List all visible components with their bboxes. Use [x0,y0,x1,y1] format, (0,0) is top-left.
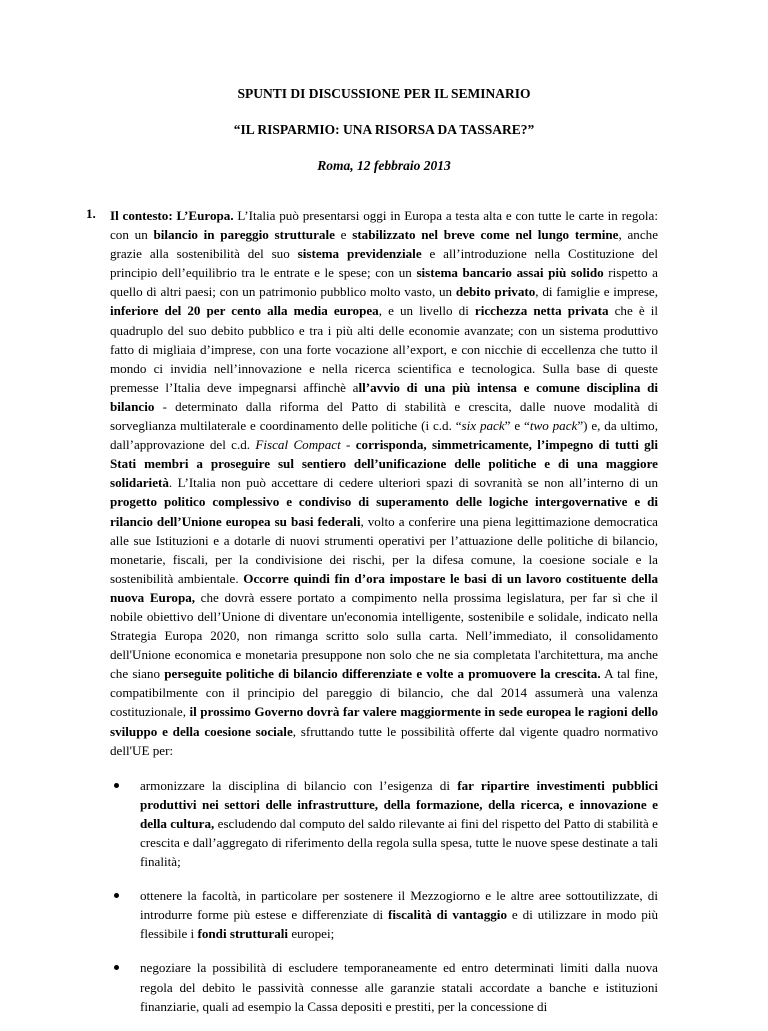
text-run: il prossimo Governo dovrà far valere maggiormente in sede europea le ragioni dello sviluppo e della coesione sociale [110,704,658,739]
text-run: , anche grazie alla sostenibilità del suo [110,227,659,262]
text-run: che è il quadruplo del suo debito pubblico e tra i più alti delle economie avanzate; con un sistema produttivo fatto di migliaia d’imprese, con una forte vocazione all’export, e con nicchie di eccellenza che tutto il mondo ci invidia nell’innovazione e nella ricerca scientifica e tecnologica. Sulla base di queste premesse l’Italia deve impegnarsi affinchè a [110,303,658,395]
text-run: ”) e, da ultimo, dall’approvazione del c.d. [110,418,658,453]
text-run: Occorre quindi fin d’ora impostare le basi di un lavoro costituente della nuova Europa, [110,570,659,605]
text-run: far ripartire investimenti pubblici produttivi nei settori delle infrastrutture, della formazione, della ricerca, e innovazione e della cultura, [140,777,658,831]
text-run: Il contesto [110,208,169,223]
text-run: debito privato [455,284,536,300]
text-run: , volto a conferire una piena legittimazione democratica alle sue Istituzioni e a dotarle di nuovi strumenti operativi per l’attuazione delle politiche di bilancio, monetarie, fiscali, per la condivisione dei rischi, per la difesa comune, la coesione sociale e la sostenibilità ambientale. [110,513,658,586]
text-run: armonizzare la disciplina di bilancio con l’esigenza di [140,777,458,793]
text-run: negoziare la possibilità di escludere temporaneamente ed entro determinati limiti dalla nuova regola del debito le passività connesse alle garanzie statali accordate a banche e istituzioni finanziarie, quali ad esempio la Cassa depositi e prestiti, per la concessione di [140,960,658,1014]
text-run: , e un livello di [378,303,475,319]
text-run: e di utilizzare in modo più flessibile i [140,907,659,942]
text-run: stabilizzato nel breve come nel lungo termine [352,227,619,243]
section-paragraph [110,206,658,760]
text-run: bilancio in pareggio strutturale [153,227,335,243]
bullet-icon [114,965,119,970]
document-subtitle: “IL RISPARMIO: UNA RISORSA DA TASSARE?” [233,122,535,137]
text-run: fondi strutturali [197,926,289,942]
bullet-item [110,958,658,1015]
text-run: ll’avvio di una più intensa e comune disciplina di bilancio [110,379,658,414]
bullet-icon [114,783,119,788]
text-run: inferiore del 20 per cento alla media europea [110,303,379,319]
text-run: rispetto a quello di altri paesi; con un patrimonio pubblico molto vasto, un [110,265,658,300]
text-run: sistema bancario assai più solido [416,265,604,281]
bullet-item [110,776,658,871]
text-run: , di famiglie e imprese, [535,284,658,300]
text-run: two pack [529,418,578,434]
document-title: SPUNTI DI DISCUSSIONE PER IL SEMINARIO [237,86,531,101]
section-number: 1. [86,206,96,221]
bullet-list [110,776,658,1016]
text-run: . L’Italia non può accettare di cedere ulteriori spazi di sovranità se non all’interno di un [168,475,658,491]
text-run: - [340,437,356,453]
text-run: A tal fine, compatibilmente con il principio del pareggio di bilancio, che dal 2014 assumerà una valenza costituzionale, [110,666,658,720]
text-run: perseguite politiche di bilancio differenziate e volte a promuovere la crescita. [164,666,601,682]
text-run: escludendo dal computo del saldo rilevante ai fini del rispetto del Patto di stabilità e crescita e dall’aggregato di riferimento della regola sulla spesa, tutte le nuove spese destinate a tali finalità; [140,815,658,870]
text-run: ricchezza netta privata [474,303,609,319]
document-date: Roma, 12 febbraio 2013 [317,158,451,173]
bullet-icon [114,893,119,898]
text-run: ottenere la facoltà, in particolare per sostenere il Mezzogiorno e le altre aree sottoutilizzate, di introdurre forme più estese e differenziate di [140,888,658,923]
text-run: sistema previdenziale [297,246,422,262]
text-run: e [334,227,353,243]
text-run: Fiscal Compact [255,437,341,453]
text-run: : [168,208,177,223]
section-body [110,206,658,1031]
text-run: progetto politico complessivo e condiviso di superamento delle logiche intergovernative e di rilancio dell’Unione europea su basi federali [110,494,658,529]
bullet-item [110,886,658,943]
text-run: ” e “ [504,418,530,434]
text-run: L’Italia può presentarsi oggi in Europa a testa alta e con tutte le carte in regola: con un [110,208,658,243]
text-run: L’Europa. [176,208,234,223]
text-run: europei; [288,926,335,942]
text-run: che dovrà essere portato a compimento nella prossima legislatura, per far sì che il nobile obiettivo dell’Unione di diventare un'economia intelligente, sostenibile e solidale, indicato nella Strategia Europa 2020, non rimanga scritto solo sulla carta. Nell’immediato, il consolidamento dell'Unione economica e monetaria presuppone non solo che ne sia completata l'architettura, ma anche che siano [110,589,658,682]
text-run: e all’introduzione nella Costituzione del principio dell’equilibrio tra le entrate e le spese; con un [110,246,658,281]
text-run: - determinato dalla riforma del Patto di stabilità e crescita, dalle nuove modalità di sorveglianza multilaterale e coordinamento delle politiche (i c.d. “ [110,398,658,434]
text-run: corrisponda, simmetricamente, l’impegno di tutti gli Stati membri a proseguire sul sentiero dell’unificazione delle politiche e di una maggiore solidarietà [110,437,658,491]
text-run: six pack [461,418,505,434]
text-run: , sfruttando tutte le possibilità offerte dal vigente quadro normativo dell'UE per: [110,723,659,758]
text-run: fiscalità di vantaggio [388,907,507,923]
